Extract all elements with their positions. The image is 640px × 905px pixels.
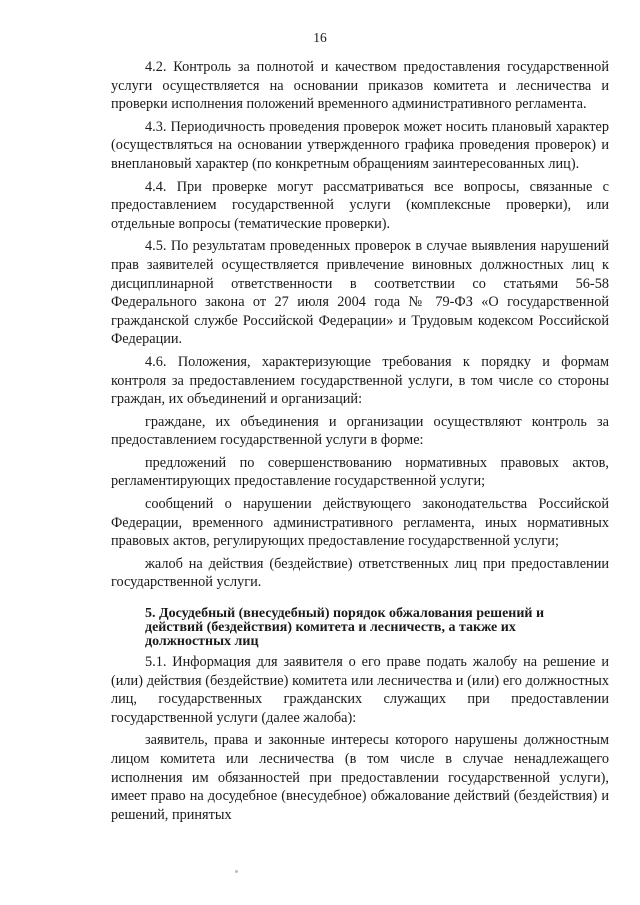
paragraph-4-5: 4.5. По результатам проведенных проверок в случае выявления нарушений прав заявителей осуществляется привлечение виновных должностных лиц к дисциплинарной ответственности в соответствии со статьями 56-58 Федерального закона от 27 июля 2004 года № 79-ФЗ «О государственной гражданской службе Российской Федерации» и Трудовым кодексом Российской Федерации. [111, 238, 609, 348]
paragraph-control-forms: граждане, их объединения и организации осуществляют контроль за предоставлением государственной услуги в форме: [111, 413, 609, 449]
paragraph-4-2: 4.2. Контроль за полнотой и качеством предоставления государственной услуги осуществляется на основании приказов комитета и лесничества и проверки исполнения положений временного административного регламента. [111, 59, 609, 113]
paragraph-complaints: жалоб на действия (бездействие) ответственных лиц при предоставлении государственной услуги. [111, 555, 609, 591]
section-5-heading: 5. Досудебный (внесудебный) порядок обжалования решений и действий (бездействия) комитета и лесничеств, а также их должностных лиц [145, 606, 545, 650]
paragraph-proposals: предложений по совершенствованию нормативных правовых актов, регламентирующих предоставление государственной услуги; [111, 454, 609, 490]
paragraph-4-6: 4.6. Положения, характеризующие требования к порядку и формам контроля за предоставлением государственной услуги, в том числе со стороны граждан, их объединений и организаций: [111, 353, 609, 408]
document-body [111, 58, 609, 824]
scan-speck [235, 870, 238, 873]
paragraph-applicant-rights: заявитель, права и законные интересы которого нарушены должностным лицом комитета или лесничества (в том числе в случае ненадлежащего исполнения им обязанностей при предоставлении государственной услуги), имеет право на досудебное (внесудебное) обжалование действий (бездействия) и решений, принятых [111, 732, 609, 823]
paragraph-4-3: 4.3. Периодичность проведения проверок может носить плановый характер (осуществляться на основании утвержденного графика проведения проверок) и внеплановый характер (по конкретным обращениям заинтересованных лиц). [111, 118, 609, 172]
page-number: 16 [313, 30, 327, 45]
paragraph-reports: сообщений о нарушении действующего законодательства Российской Федерации, временного административного регламента, иных нормативных правовых актов, регулирующих предоставление государственной услуги; [111, 496, 609, 550]
paragraph-4-4: 4.4. При проверке могут рассматриваться все вопросы, связанные с предоставлением государственной услуги (комплексные проверки), или отдельные вопросы (тематические проверки). [111, 178, 609, 232]
paragraph-5-1: 5.1. Информация для заявителя о его праве подать жалобу на решение и (или) действия (бездействие) комитета или лесничества и (или) его должностных лиц, государственных гражданских служащих при предоставлении государственной услуги (далее жалоба): [111, 654, 609, 726]
